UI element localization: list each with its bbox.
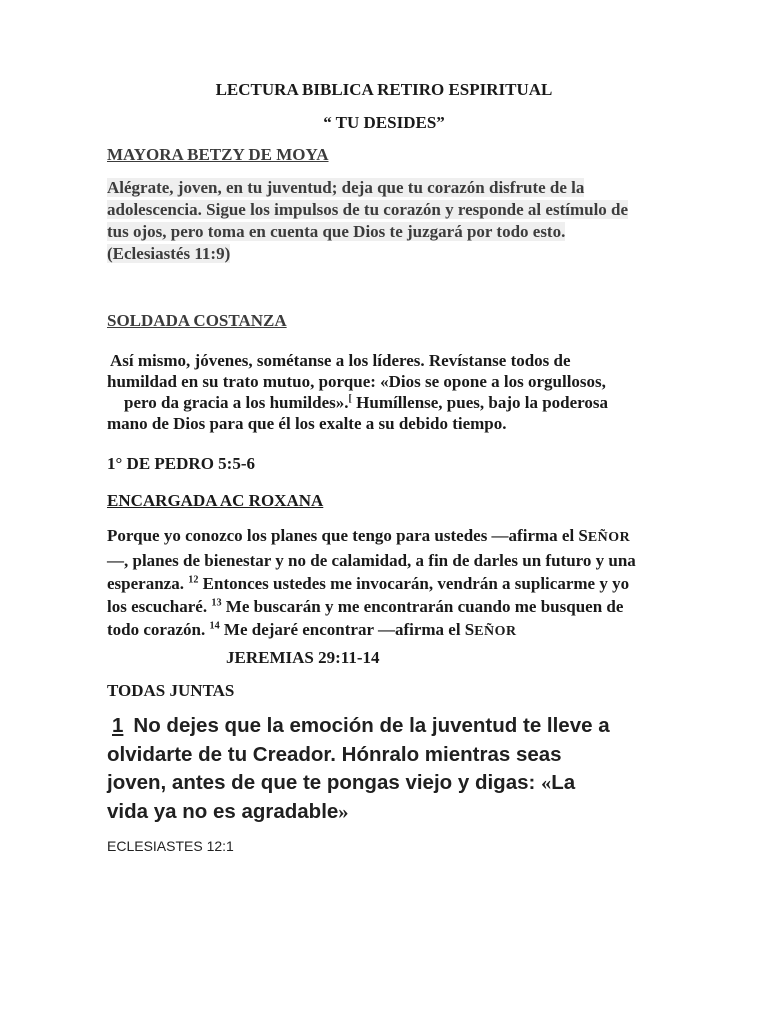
reference-jeremias: JEREMIAS 29:11-14 <box>226 648 380 667</box>
passage-line: Así mismo, jóvenes, sométanse a los líderes. Revístanse todos de <box>110 351 571 370</box>
passage-line: vida ya no es agradable» <box>107 799 349 823</box>
document-subtitle: “ TU DESIDES” <box>323 113 445 132</box>
passage-line: todo corazón. $^{14}$ Me dejaré encontrar —afirma el SEÑOR <box>107 620 517 639</box>
speaker-heading-costanza: SOLDADA COSTANZA <box>107 311 287 330</box>
passage-line: esperanza. $^{12}$ Entonces ustedes me invocarán, vendrán a suplicarme y yo <box>107 574 630 593</box>
document-title: LECTURA BIBLICA RETIRO ESPIRITUAL <box>215 80 553 99</box>
passage-line: —, planes de bienestar y no de calamidad, a fin de darles un futuro y una <box>107 551 636 570</box>
passage-line: Alégrate, joven, en tu juventud; deja que tu corazón disfrute de la <box>107 178 585 197</box>
passage-line: olvidarte de tu Creador. Hónralo mientras seas <box>107 742 562 766</box>
passage-eclesiastes-12 <box>107 712 610 826</box>
passage-line: pero da gracia a los humildes».[ Humíllense, pues, bajo la poderosa <box>124 393 609 412</box>
passage-line: los escucharé. $^{13}$ Me buscarán y me encontrarán cuando me busquen de <box>107 597 624 616</box>
reference-eclesiastes-12: ECLESIASTES 12:1 <box>107 838 234 854</box>
passage-eclesiastes-11 <box>107 177 628 265</box>
passage-line: humildad en su trato mutuo, porque: «Dios se opone a los orgullosos, <box>107 372 606 391</box>
passage-line: joven, antes de que te pongas viejo y digas: «La <box>107 771 576 794</box>
speaker-heading-todas: TODAS JUNTAS <box>107 681 235 700</box>
reference-pedro: 1° DE PEDRO 5:5-6 <box>107 454 255 473</box>
verse-number: 1 <box>112 714 124 737</box>
passage-line: adolescencia. Sigue los impulsos de tu corazón y responde al estímulo de <box>107 200 629 219</box>
passage-pedro-5 <box>107 350 608 434</box>
passage-jeremias-29 <box>107 524 636 643</box>
passage-line: Porque yo conozco los planes que tengo para ustedes —afirma el SEÑOR <box>107 526 631 545</box>
verse-number: 13 <box>211 597 222 609</box>
passage-line: tus ojos, pero toma en cuenta que Dios te juzgará por todo esto. <box>107 222 566 241</box>
footnote-bracket: [ <box>348 393 352 405</box>
passage-line: mano de Dios para que él los exalte a su debido tiempo. <box>107 414 507 433</box>
verse-number: 14 <box>209 620 220 632</box>
passage-line: (Eclesiastés 11:9) <box>107 244 231 263</box>
speaker-heading-betzy: MAYORA BETZY DE MOYA <box>107 145 329 164</box>
verse-number: 12 <box>188 574 199 586</box>
passage-line: 1 No dejes que la emoción de la juventud te lleve a <box>107 712 610 741</box>
speaker-heading-roxana: ENCARGADA AC ROXANA <box>107 491 324 510</box>
